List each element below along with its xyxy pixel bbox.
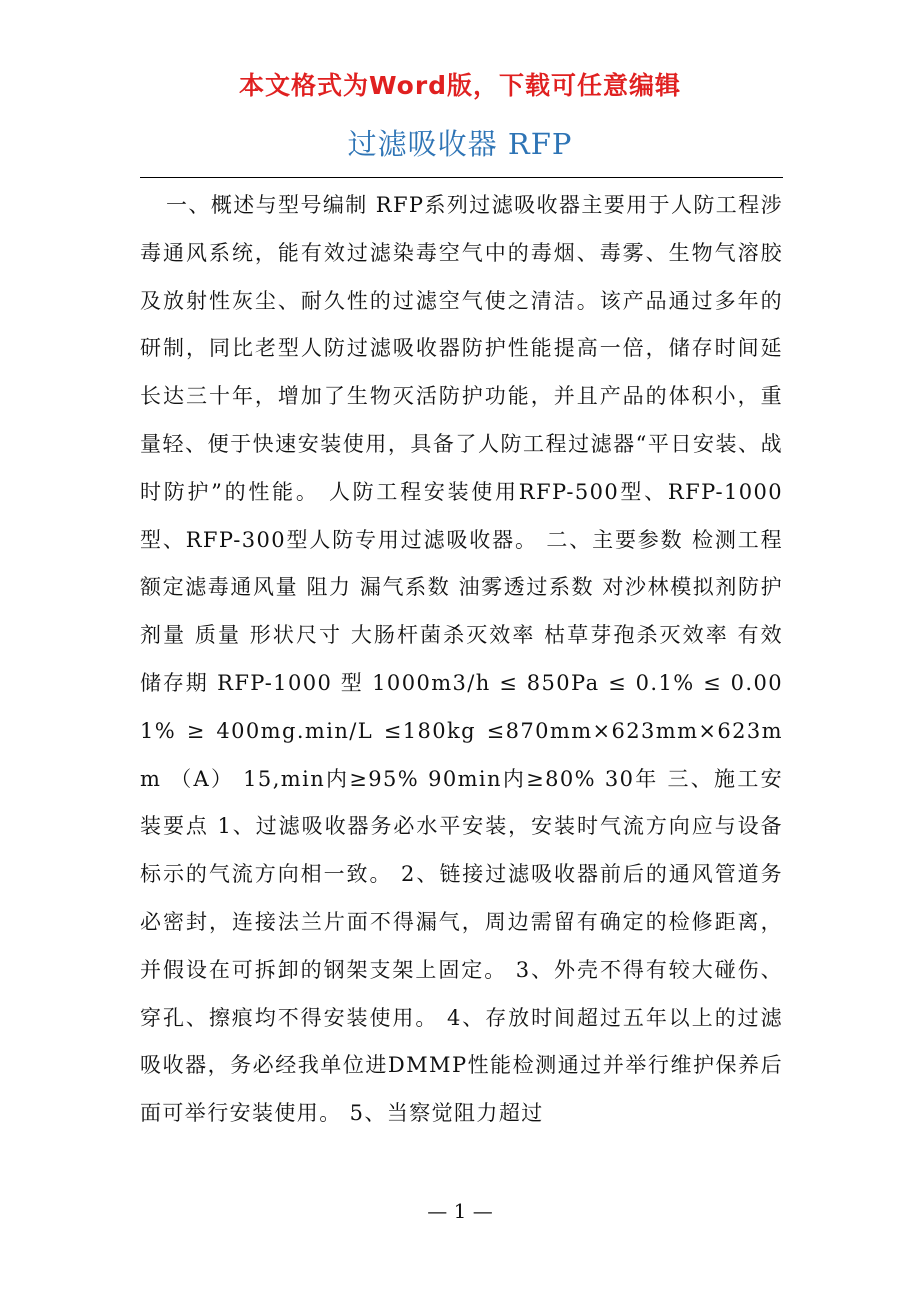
page-number: — 1 — (427, 1199, 493, 1223)
body-paragraph: 一、概述与型号编制 RFP系列过滤吸收器主要用于人防工程涉毒通风系统，能有效过滤染毒空气中的毒烟、毒雾、生物气溶胶及放射性灰尘、耐久性的过滤空气使之清洁。该产品通过多年的研制，同比老型人防过滤吸收器防护性能提高一倍，储存时间延长达三十年，增加了生物灭活防护功能，并且产品的体积小，重量轻、便于快速安装使用，具备了人防工程过滤器“平日安装、战时防护”的性能。 人防工程安装使用RFP-500型、RFP-1000型、RFP-300型人防专用过滤吸收器。 二、主要参数 检测工程 额定滤毒通风量 阻力 漏气系数 油雾透过系数 对沙林模拟剂防护剂量 质量 形状尺寸 大肠杆菌杀灭效率 枯草芽孢杀灭效率 有效储存期 RFP-1000 型 1000m3/h ≤ 850Pa ≤ 0.1% ≤ 0.001% ≥ 400mg.min/L ≤180kg ≤870mm×623mm×623mm （A） 15,min内≥95% 90min内≥80% 30年 三、施工安装要点 1、过滤吸收器务必水平安装，安装时气流方向应与设备标示的气流方向相一致。 2、链接过滤吸收器前后的通风管道务必密封，连接法兰片面不得漏气，周边需留有确定的检修距离，并假设在可拆卸的钢架支架上固定。 3、外壳不得有较大碰伤、穿孔、擦痕均不得安装使用。 4、存放时间超过五年以上的过滤吸收器，务必经我单位进DMMP性能检测通过并举行维护保养后面可举行安装使用。 5、当察觉阻力超过 (140, 193, 783, 1126)
format-notice-banner: 本文格式为Word版，下载可任意编辑 (238, 71, 682, 100)
title-divider (140, 177, 783, 178)
document-title: 过滤吸收器 RFP (347, 127, 573, 161)
